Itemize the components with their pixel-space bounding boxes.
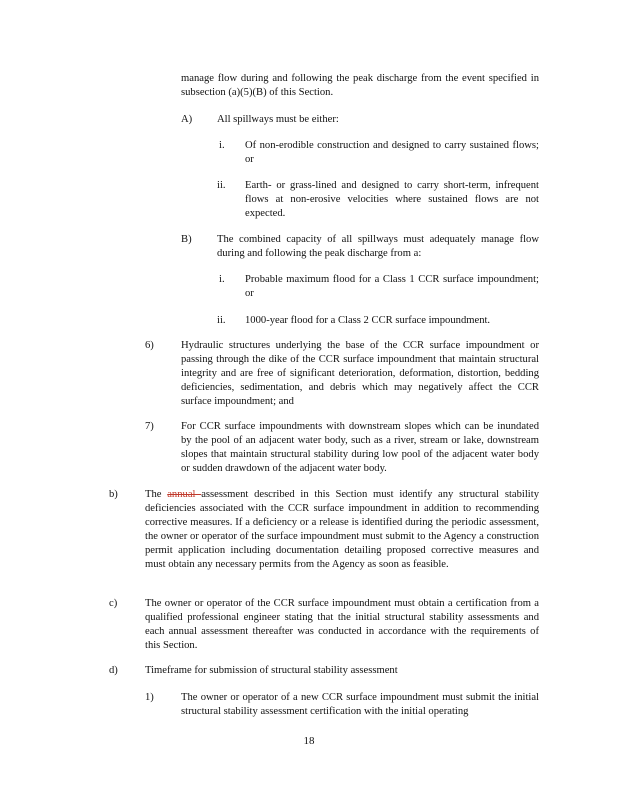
item-d-heading: Timeframe for submission of structural stability assessment	[145, 665, 398, 676]
item-A-ii-label: ii.	[217, 180, 226, 191]
item-B-ii-text: 1000-year flood for a Class 2 CCR surface impoundment.	[245, 315, 491, 326]
item-B-ii-label: ii.	[217, 315, 226, 326]
item-b-struck-text: annual	[167, 489, 202, 500]
item-A-i-text: Of non-erodible construction and designed to carry sustained flows; or	[245, 140, 539, 165]
item-6-text: Hydraulic structures underlying the base of the CCR surface impoundment or passing through the dike of the CCR surface impoundment that maintain structural integrity and are free of significant deterioration, deformation, distortion, bedding deficiencies, sedimentation, and debris which may negatively affect the CCR surface impoundment; and	[181, 340, 539, 407]
item-c-text: The owner or operator of the CCR surface impoundment must obtain a certification from a qualified professional engineer stating that the initial structural stability assessments and each annual assessment thereafter was conducted in accordance with the requirements of this Section.	[145, 598, 539, 651]
item-d-label: d)	[109, 665, 118, 676]
continuation-paragraph: manage flow during and following the peak discharge from the event specified in subsection (a)(5)(B) of this Section.	[181, 73, 539, 98]
item-B-i-label: i.	[219, 274, 225, 285]
item-A-text: All spillways must be either:	[217, 114, 339, 125]
item-B-i-text: Probable maximum flood for a Class 1 CCR surface impoundment; or	[245, 274, 539, 299]
item-b-text: assessment described in this Section must identify any structural stability deficiencies associated with the CCR surface impoundment in addition to recommending corrective measures. If a deficiency or a release is identified during the periodic assessment, the owner or operator of the surface impoundment must submit to the Agency a construction permit application including documentation detailing proposed corrective measures and must obtain any necessary permits from the Agency as soon as feasible.	[145, 489, 539, 570]
page-number: 18	[303, 735, 315, 747]
item-7-label: 7)	[145, 421, 154, 432]
item-b-prefix: The	[145, 489, 168, 500]
item-6-label: 6)	[145, 340, 154, 351]
item-A-ii-text: Earth- or grass-lined and designed to carry short-term, infrequent flows at non-erosive velocities where sustained flows are not expected.	[245, 180, 539, 219]
item-c-label: c)	[109, 598, 118, 609]
item-B-text: The combined capacity of all spillways must adequately manage flow during and following the peak discharge from a:	[217, 234, 539, 259]
item-d-1-label: 1)	[145, 692, 154, 703]
item-d-1-text: The owner or operator of a new CCR surface impoundment must submit the initial structural stability assessment certification with the initial operating	[181, 692, 539, 717]
item-7-text: For CCR surface impoundments with downstream slopes which can be inundated by the pool of an adjacent water body, such as a river, stream or lake, downstream slopes that maintain structural stability during low pool of the adjacent water body or sudden drawdown of the adjacent water body.	[181, 421, 539, 474]
item-B-label: B)	[181, 234, 192, 245]
item-A-label: A)	[181, 114, 193, 125]
item-b-paragraph	[145, 488, 539, 572]
item-A-i-label: i.	[219, 140, 225, 151]
item-b-label: b)	[109, 489, 118, 500]
